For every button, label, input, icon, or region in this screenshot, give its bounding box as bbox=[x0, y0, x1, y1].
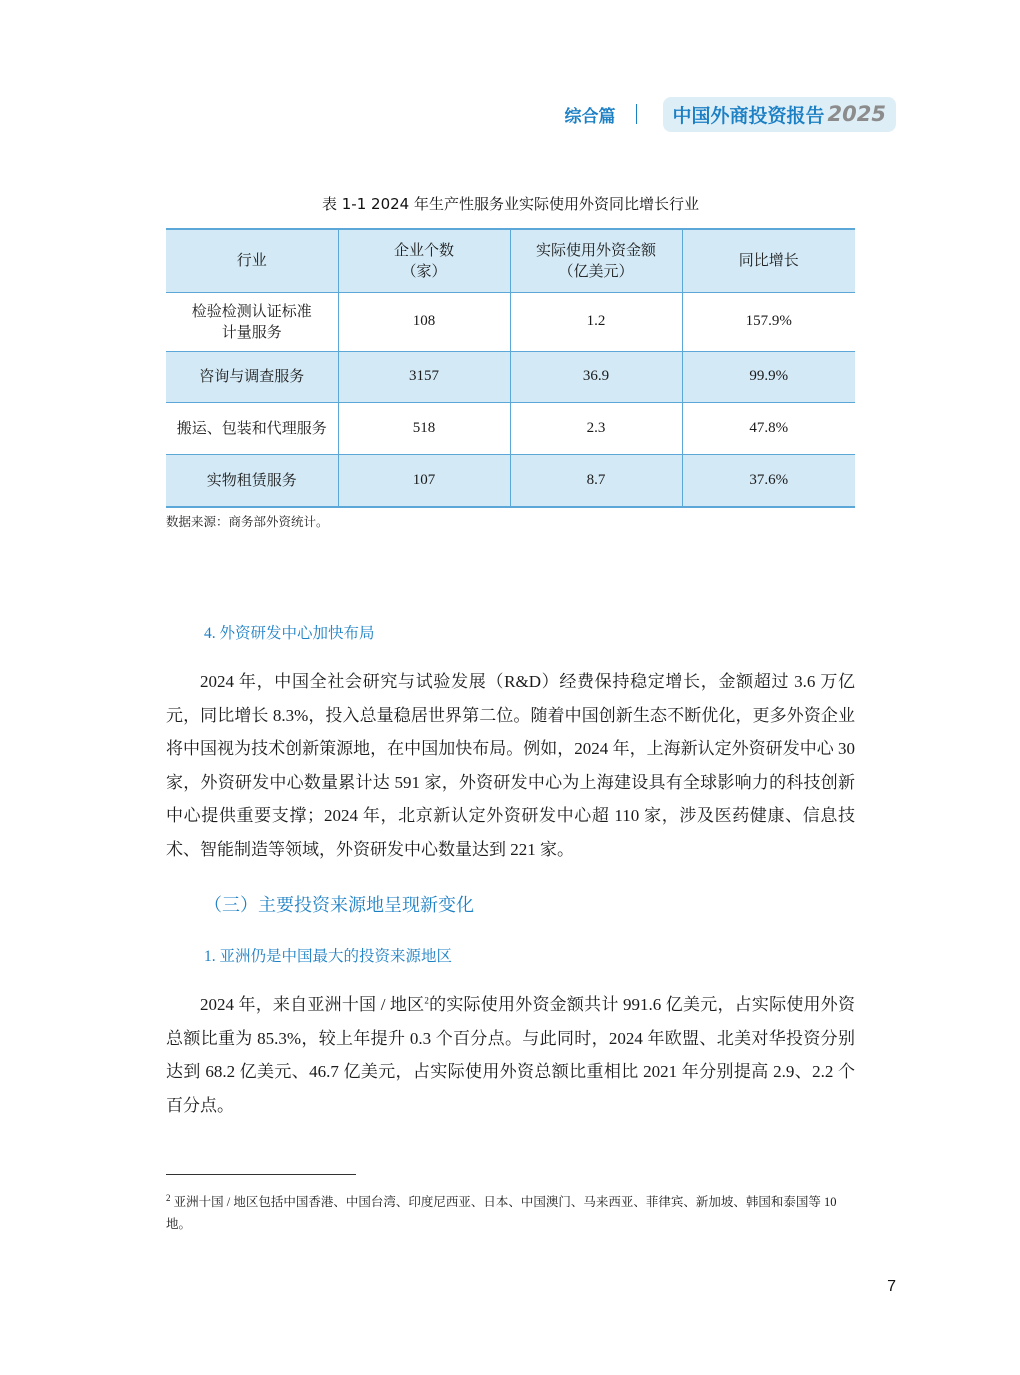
enterprises-cell: 518 bbox=[338, 402, 510, 454]
growth-cell: 47.8% bbox=[682, 402, 855, 454]
column-header: 企业个数 （家） bbox=[338, 229, 510, 292]
amount-cell: 1.2 bbox=[510, 292, 682, 351]
section-heading-investment-sources: （三）主要投资来源地呈现新变化 bbox=[204, 895, 474, 916]
table-header-row bbox=[166, 229, 855, 292]
industry-cell: 咨询与调查服务 bbox=[166, 351, 338, 402]
subsection-heading-rd-centers: 4. 外资研发中心加快布局 bbox=[204, 625, 375, 642]
industry-cell: 检验检测认证标准 计量服务 bbox=[166, 292, 338, 351]
footnote-divider bbox=[166, 1174, 356, 1175]
table-row bbox=[166, 402, 855, 454]
table-caption: 表 1-1 2024 年生产性服务业实际使用外资同比增长行业 bbox=[322, 195, 699, 213]
growth-cell: 157.9% bbox=[682, 292, 855, 351]
table-source-note: 数据来源：商务部外资统计。 bbox=[166, 515, 329, 529]
industry-cell: 实物租赁服务 bbox=[166, 454, 338, 507]
amount-cell: 2.3 bbox=[510, 402, 682, 454]
footnote-mark: 2 bbox=[166, 1192, 171, 1203]
table-row bbox=[166, 454, 855, 507]
subsection-heading-asia: 1. 亚洲仍是中国最大的投资来源地区 bbox=[204, 948, 453, 965]
page-number: 7 bbox=[887, 1278, 896, 1295]
report-title: 中国外商投资报告 bbox=[672, 104, 825, 127]
industry-cell: 搬运、包装和代理服务 bbox=[166, 402, 338, 454]
column-header: 实际使用外资金额 （亿美元） bbox=[510, 229, 682, 292]
enterprises-cell: 108 bbox=[338, 292, 510, 351]
enterprises-cell: 107 bbox=[338, 454, 510, 507]
amount-cell: 36.9 bbox=[510, 351, 682, 402]
report-year: 2025 bbox=[827, 102, 886, 126]
running-header bbox=[565, 96, 896, 132]
section-label: 综合篇 bbox=[564, 106, 616, 127]
footnote-ref[interactable]: 2 bbox=[424, 995, 429, 1006]
footnote: $^2$ 亚洲十国 / 地区包括中国香港、中国台湾、印度尼西亚、日本、中国澳门、马来西亚、菲律宾、新加坡、韩国和泰国等 10 地。 bbox=[166, 1192, 837, 1231]
data-table bbox=[166, 228, 855, 508]
growth-cell: 37.6% bbox=[682, 454, 855, 507]
growth-cell: 99.9% bbox=[682, 351, 855, 402]
table-row bbox=[166, 351, 855, 402]
column-header: 行业 bbox=[166, 229, 338, 292]
table-row bbox=[166, 292, 855, 351]
report-title-box bbox=[663, 97, 896, 132]
rd-centers-paragraph: 2024 年，中国全社会研究与试验发展（R&D）经费保持稳定增长，金额超过 3.6 万亿元，同比增长 8.3%，投入总量稳居世界第二位。随着中国创新生态不断优化，更多外资企业将中国视为技术创新策源地，在中国加快布局。例如，2024 年，上海新认定外资研发中心 30 家，外资研发中心数量累计达 591 家，外资研发中心为上海建设具有全球影响力的科技创新中心提供重要支撑；2024 年，北京新认定外资研发中心超 110 家，涉及医药健康、信息技术、智能制造等领域，外资研发中心数量达到 221 家。 bbox=[166, 672, 855, 859]
asia-paragraph: 2024 年，来自亚洲十国 / 地区$^2$的实际使用外资金额共计 991.6 亿美元，占实际使用外资总额比重为 85.3%，较上年提升 0.3 个百分点。与此同时，2024 年欧盟、北美对华投资分别达到 68.2 亿美元、46.7 亿美元，占实际使用外资总额比重相比 2021 年分别提高 2.9、2.2 个百分点。 bbox=[166, 995, 856, 1115]
enterprises-cell: 3157 bbox=[338, 351, 510, 402]
amount-cell: 8.7 bbox=[510, 454, 682, 507]
column-header: 同比增长 bbox=[682, 229, 855, 292]
header-divider bbox=[636, 104, 637, 124]
